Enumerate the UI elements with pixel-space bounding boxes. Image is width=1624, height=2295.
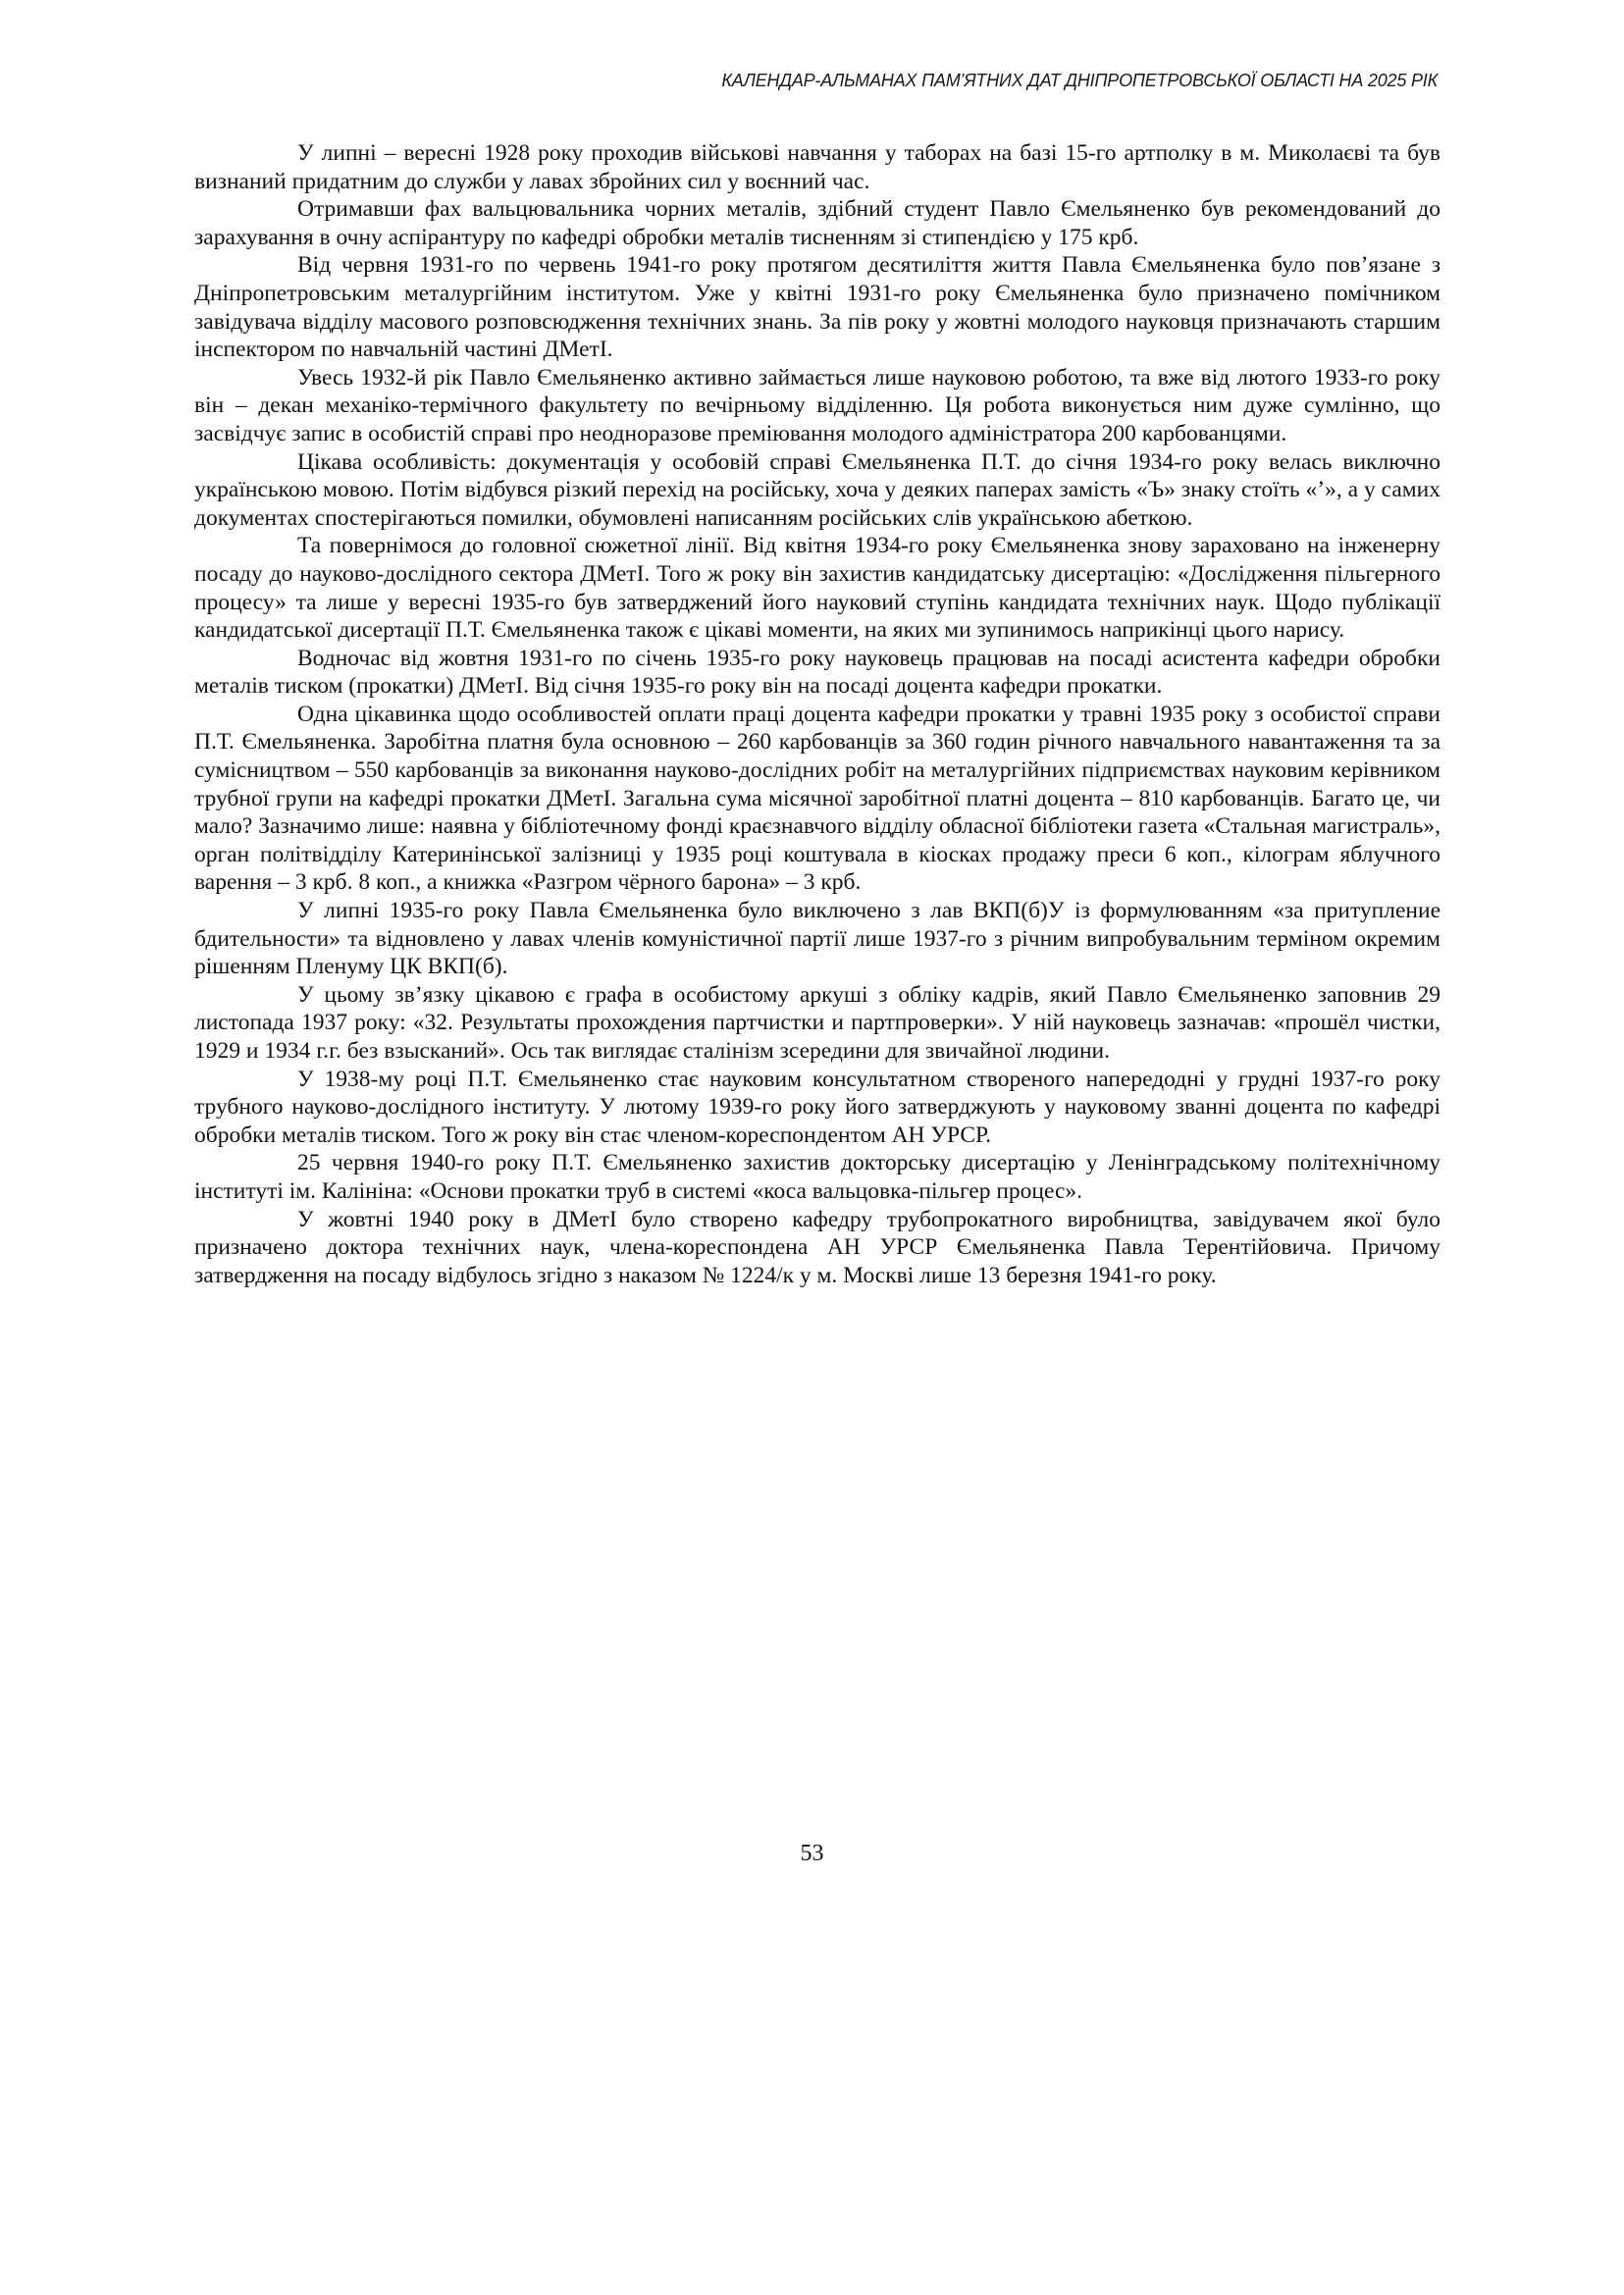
paragraph: Водночас від жовтня 1931-го по січень 1935-го року науковець працював на посаді асистента кафедри обробки металів тиском (прокатки) ДМетІ. Від січня 1935-го року він на посаді доцента кафедри прокатки.: [194, 645, 1441, 700]
paragraph: У липні – вересні 1928 року проходив військові навчання у таборах на базі 15-го артполку в м. Миколаєві та був визнаний придатним до служби у лавах збройних сил у воєнний час.: [194, 140, 1441, 194]
paragraph: Від червня 1931-го по червень 1941-го року протягом десятиліття життя Павла Ємельяненка було пов’язане з Дніпропетровським металургійним інститутом. Уже у квітні 1931-го року Ємельяненка було призначено помічником завідувача відділу масового розповсюдження технічних знань. За пів року у жовтні молодого науковця призначають старшим інспектором по навчальній частині ДМетІ.: [194, 252, 1441, 363]
paragraph: Отримавши фах вальцювальника чорних металів, здібний студент Павло Ємельяненко був рекомендований до зарахування в очну аспірантуру по кафедрі обробки металів тисненням зі стипендією у 175 крб.: [194, 196, 1441, 250]
paragraph: 25 червня 1940-го року П.Т. Ємельяненко захистив докторську дисертацію у Ленінградському політехнічному інституті ім. Калініна: «Основи прокатки труб в системі «коса вальцовка-пільгер процес».: [194, 1150, 1441, 1204]
paragraph: У липні 1935-го року Павла Ємельяненка було виключено з лав ВКП(б)У із формулюванням «за притупление бдительности» та відновлено у лавах членів комуністичної партії лише 1937-го з річним випробувальним терміном окремим рішенням Пленуму ЦК ВКП(б).: [194, 898, 1441, 980]
page-number: 53: [800, 1841, 824, 1866]
paragraph: У жовтні 1940 року в ДМетІ було створено кафедру трубопрокатного виробництва, завідувачем якої було призначено доктора технічних наук, члена-кореспондена АН УРСР Ємельяненка Павла Терентійовича. Причому затвердження на посаду відбулось згідно з наказом № 1224/к у м. Москві лише 13 березня 1941-го року.: [194, 1206, 1441, 1288]
running-header: КАЛЕНДАР-АЛЬМАНАХ ПАМ’ЯТНИХ ДАТ ДНІПРОПЕТРОВСЬКОЇ ОБЛАСТІ НА 2025 РІК: [721, 71, 1438, 90]
paragraph: У цьому зв’язку цікавою є графа в особистому аркуші з обліку кадрів, який Павло Ємельяненко заповнив 29 листопада 1937 року: «32. Результаты прохождения партчистки и партпроверки». У ній науковець зазначав: «прошёл чистки, 1929 и 1934 г.г. без взысканий». Ось так виглядає сталінізм зсередини для звичайної людини.: [194, 981, 1441, 1064]
article-body: [194, 139, 1441, 1289]
paragraph: Увесь 1932-й рік Павло Ємельяненко активно займається лише науковою роботою, та вже від лютого 1933-го року він – декан механіко-термічного факультету по вечірньому відділенню. Ця робота виконується ним дуже сумлінно, що засвідчує запис в особистій справі про неодноразове преміювання молодого адміністратора 200 карбованцями.: [194, 364, 1441, 446]
paragraph: Одна цікавинка щодо особливостей оплати праці доцента кафедри прокатки у травні 1935 року з особистої справи П.Т. Ємельяненка. Заробітна платня була основною – 260 карбованців за 360 годин річного навчального навантаження та за сумісництвом – 550 карбованців за виконання науково-дослідних робіт на металургійних підприємствах науковим керівником трубної групи на кафедрі прокатки ДМетІ. Загальна сума місячної заробітної платні доцента – 810 карбованців. Багато це, чи мало? Зазначимо лише: наявна у бібліотечному фонді краєзнавчого відділу обласної бібліотеки газета «Стальная магистраль», орган політвідділу Катеринінської залізниці у 1935 році коштувала в кіосках продажу преси 6 коп., кілограм яблучного варення – 3 крб. 8 коп., а книжка «Разгром чёрного барона» – 3 крб.: [194, 701, 1441, 896]
paragraph: У 1938-му році П.Т. Ємельяненко стає науковим консультатном створеного напередодні у грудні 1937-го року трубного науково-дослідного інституту. У лютому 1939-го року його затверджують у науковому званні доцента по кафедрі обробки металів тиском. Того ж року він стає членом-кореспондентом АН УРСР.: [194, 1066, 1441, 1148]
paragraph: Та повернімося до головної сюжетної лінії. Від квітня 1934-го року Ємельяненка знову зараховано на інженерну посаду до науково-дослідного сектора ДМетІ. Того ж року він захистив кандидатську дисертацію: «Дослідження пільгерного процесу» та лише у вересні 1935-го був затверджений його науковий ступінь кандидата технічних наук. Щодо публікації кандидатської дисертації П.Т. Ємельяненка також є цікаві моменти, на яких ми зупинимось наприкінці цього нарису.: [194, 533, 1441, 644]
paragraph: Цікава особливість: документація у особовій справі Ємельяненка П.Т. до січня 1934-го року велась виключно українською мовою. Потім відбувся різкий перехід на російську, хоча у деяких паперах замість «Ъ» знаку стоїть «’», а у самих документах спостерігаються помилки, обумовлені написанням російських слів українською абеткою.: [194, 448, 1441, 531]
